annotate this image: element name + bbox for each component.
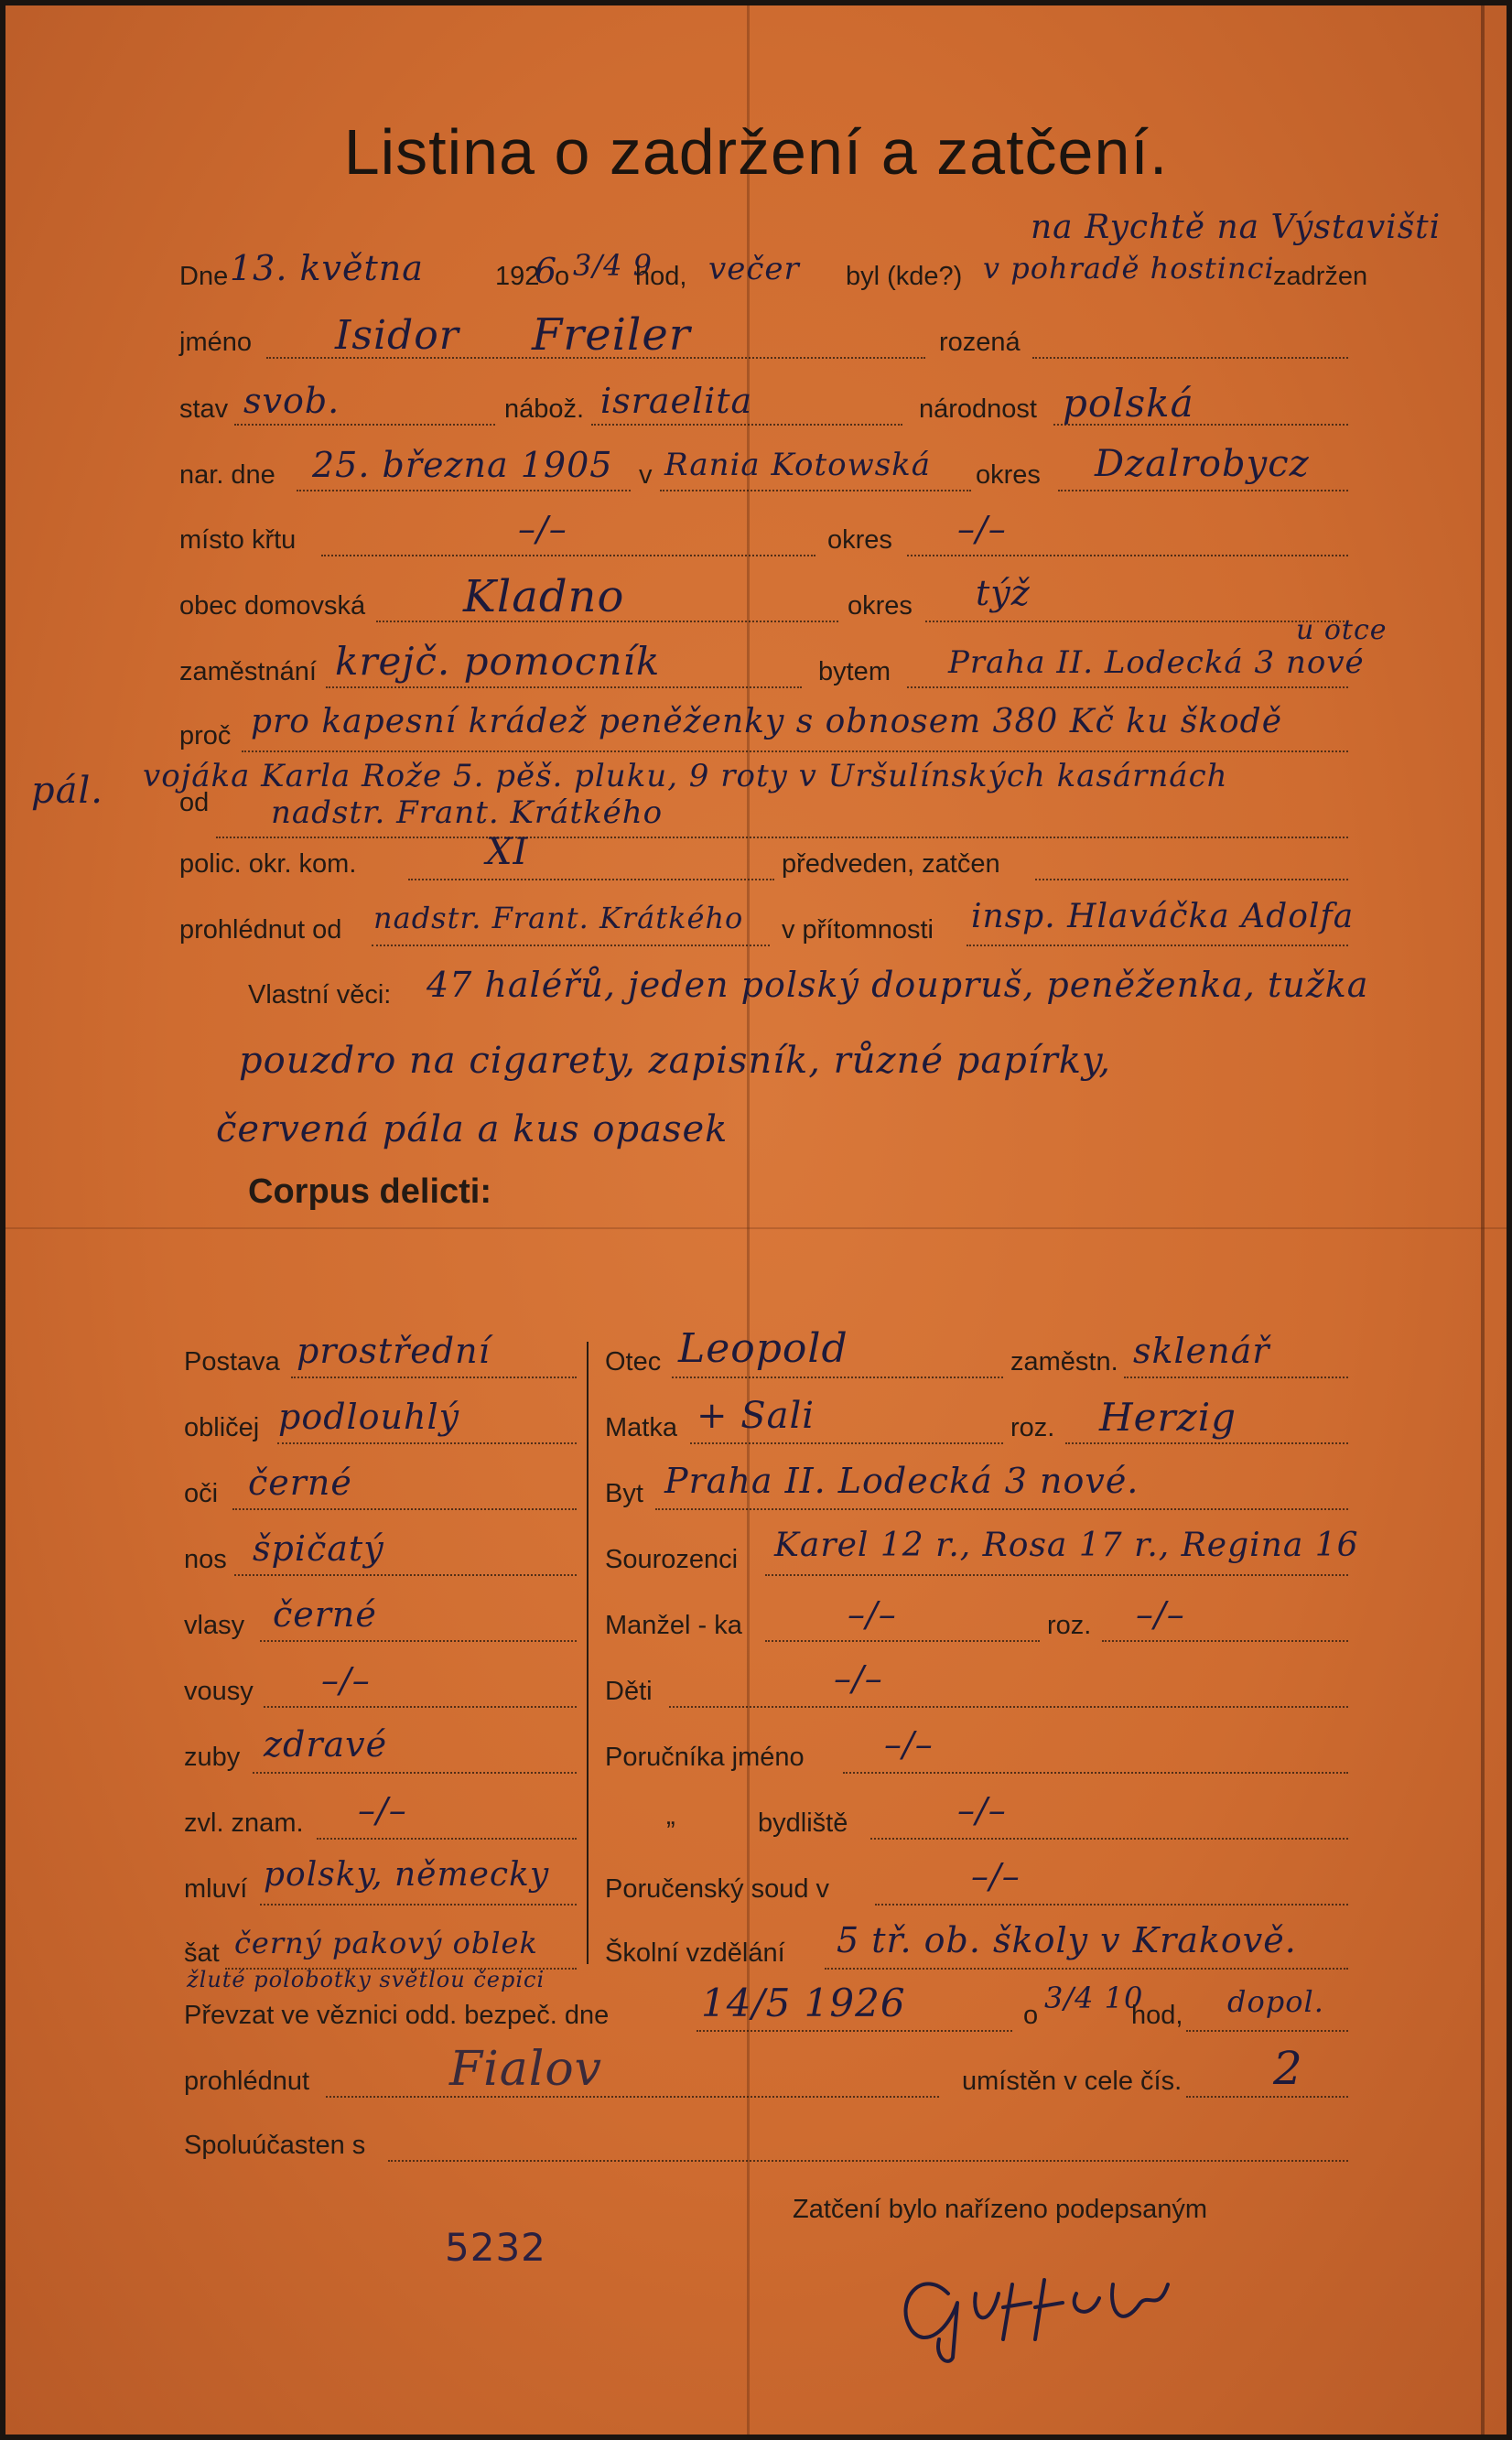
hand-prohlednut-sig: Fialov <box>449 2042 603 2097</box>
label-zadrzen: zadržen <box>1273 262 1368 291</box>
label-okres-2: okres <box>827 525 892 555</box>
hand-od-line2: nadstr. Frant. Krátkého <box>271 794 664 831</box>
label-porucnika-jmeno: Poručníka jméno <box>605 1743 805 1772</box>
dotted-line <box>291 1377 577 1378</box>
dotted-line <box>408 879 774 880</box>
dotted-line <box>388 2160 1348 2162</box>
dotted-line <box>591 424 902 426</box>
hand-stav: svob. <box>243 381 340 421</box>
dotted-line <box>1035 879 1348 880</box>
label-o: o <box>555 262 570 291</box>
dotted-line <box>253 1772 577 1774</box>
label-vousy: vousy <box>184 1677 254 1706</box>
dotted-line <box>690 1442 1003 1444</box>
hand-birth-place: Rania Kotowská <box>664 447 932 483</box>
fold-crease <box>747 5 750 2435</box>
label-quote: „ <box>666 1801 675 1830</box>
dotted-line <box>234 1574 577 1576</box>
hand-time-of-day: večer <box>708 251 800 287</box>
hand-first-name: Isidor <box>335 312 459 359</box>
hand-manzel-roz: –/– <box>1136 1594 1185 1635</box>
hand-veci-line1: 47 haléřů, jeden polský doupruš, peněženka, tužka <box>427 965 1369 1005</box>
hand-byt: Praha II. Lodecká 3 nové. <box>664 1461 1139 1501</box>
hand-narodnost: polská <box>1063 381 1194 426</box>
dotted-line <box>1102 1640 1348 1642</box>
dotted-line <box>672 1377 1003 1378</box>
label-v: v <box>639 460 653 490</box>
hand-nos: špičatý <box>253 1528 384 1569</box>
dotted-line <box>870 1838 1348 1840</box>
label-zuby: zuby <box>184 1743 241 1772</box>
label-otec: Otec <box>605 1347 662 1377</box>
hand-matka-roz: Herzig <box>1099 1395 1237 1440</box>
document-title: Listina o zadržení a zatčení. <box>343 116 1169 188</box>
signature-image <box>884 2229 1214 2367</box>
column-divider <box>587 1342 589 1964</box>
hand-place: v pohradě hostinci <box>983 251 1275 286</box>
hand-skolni: 5 tř. ob. školy v Krakově. <box>837 1920 1297 1960</box>
label-oci: oči <box>184 1479 219 1508</box>
label-roz-2: roz. <box>1047 1611 1092 1640</box>
dotted-line <box>277 1442 577 1444</box>
label-nar-dne: nar. dne <box>179 460 275 490</box>
hand-otec: Leopold <box>678 1325 848 1372</box>
dotted-line <box>907 686 1348 688</box>
label-manzel: Manžel - ka <box>605 1611 742 1640</box>
label-okres: okres <box>976 460 1041 490</box>
label-zamestnani: zaměstnání <box>179 657 317 686</box>
hand-obec-okres: týž <box>976 573 1031 613</box>
dotted-line <box>242 750 1348 752</box>
fold-crease <box>1481 5 1485 2435</box>
hand-place-above: na Rychtě na Výstavišti <box>1031 209 1442 246</box>
hand-cela: 2 <box>1273 2042 1303 2095</box>
label-narizeno: Zatčení bylo nařízeno podepsaným <box>793 2195 1207 2224</box>
dotted-line <box>765 1574 1348 1576</box>
label-byl: byl (kde?) <box>846 262 963 291</box>
label-naboz: nábož. <box>504 394 585 424</box>
label-postava: Postava <box>184 1347 280 1377</box>
hand-deti: –/– <box>834 1658 883 1699</box>
hand-manzel: –/– <box>848 1594 897 1635</box>
label-stav: stav <box>179 394 229 424</box>
hand-sourozenci: Karel 12 r., Rosa 17 r., Regina 16 <box>774 1527 1359 1564</box>
hand-misto-okres: –/– <box>957 509 1007 549</box>
dotted-line <box>1058 490 1348 491</box>
dotted-line <box>655 1508 1348 1510</box>
dotted-line <box>669 1706 1348 1708</box>
hand-matka: + Sali <box>697 1395 815 1437</box>
dotted-line <box>765 1640 1040 1642</box>
label-prohlednut: prohlédnut <box>184 2067 310 2096</box>
hand-od-margin: pál. <box>31 770 103 812</box>
label-porucensky-soud: Poručenský soud v <box>605 1874 830 1904</box>
hand-obec: Kladno <box>463 571 625 622</box>
label-predveden: předveden, zatčen <box>782 849 1000 879</box>
label-sat: šat <box>184 1938 220 1968</box>
label-oblicej: obličej <box>184 1413 260 1442</box>
hand-postava: prostřední <box>297 1331 491 1371</box>
dotted-line <box>967 945 1348 946</box>
hand-bytem-above: u otce <box>1296 614 1388 646</box>
hand-mluvi: polsky, německy <box>264 1856 550 1894</box>
dotted-line <box>264 1706 577 1708</box>
dotted-line <box>825 1968 1348 1970</box>
hand-porucnik: –/– <box>884 1724 934 1765</box>
dotted-line <box>234 424 495 426</box>
hand-od-line1: vojáka Karla Rože 5. pěš. pluku, 9 roty v Uršulínských kasárnách <box>143 758 1228 794</box>
label-dne: Dne <box>179 262 229 291</box>
label-sourozenci: Sourozenci <box>605 1545 739 1574</box>
hand-time: 3/4 9 <box>573 248 653 283</box>
label-deti: Děti <box>605 1677 653 1706</box>
label-prevzat: Převzat ve věznici odd. bezpeč. dne <box>184 2001 610 2030</box>
corpus-delicti-heading: Corpus delicti: <box>248 1172 492 1211</box>
label-byt: Byt <box>605 1479 643 1508</box>
dotted-line <box>216 837 1348 838</box>
label-zvl-znam: zvl. znam. <box>184 1808 304 1838</box>
dotted-line <box>925 621 1348 622</box>
dotted-line <box>1032 357 1348 359</box>
hand-zamestnani: krejč. pomocník <box>335 639 661 684</box>
hand-prohlednut-od: nadstr. Frant. Krátkého <box>373 901 744 935</box>
dotted-line <box>317 1838 577 1840</box>
label-od: od <box>179 788 210 817</box>
label-hod-2: hod, <box>1131 2001 1183 2030</box>
hand-year: 6 <box>535 251 558 291</box>
dotted-line <box>372 945 770 946</box>
hand-oci: černé <box>248 1463 352 1503</box>
hand-otec-zamestn: sklenář <box>1133 1331 1270 1371</box>
hand-date: 13. května <box>230 248 424 288</box>
hand-veci-line2: pouzdro na cigarety, zapisník, různé papírky, <box>239 1040 1111 1082</box>
hand-zvl-znam: –/– <box>358 1790 407 1830</box>
label-obec-domovska: obec domovská <box>179 591 366 621</box>
hand-soud: –/– <box>971 1856 1021 1896</box>
label-bytem: bytem <box>818 657 891 686</box>
label-polic-okr-kom: polic. okr. kom. <box>179 849 357 879</box>
dotted-line <box>843 1772 1348 1774</box>
dotted-line <box>326 2096 939 2098</box>
label-roz: roz. <box>1010 1413 1055 1442</box>
label-jmeno: jméno <box>179 328 252 357</box>
label-hod: hod, <box>635 262 687 291</box>
label-skolni-vzdelani: Školní vzdělání <box>605 1938 785 1968</box>
hand-oblicej: podlouhlý <box>278 1397 460 1437</box>
hand-prevzat-tod: dopol. <box>1227 1984 1324 2019</box>
hand-veci-line3: červená pála a kus opasek <box>216 1108 729 1150</box>
hand-vlasy: černé <box>273 1594 377 1635</box>
hand-nabozenstvi: israelita <box>600 381 753 421</box>
hand-birth-okres: Dzalrobycz <box>1095 443 1310 485</box>
label-mluvi: mluví <box>184 1874 248 1904</box>
hand-prevzat-date: 14/5 1926 <box>701 1981 906 2025</box>
dotted-line <box>1124 1377 1348 1378</box>
dotted-line <box>1186 2096 1348 2098</box>
label-misto-krtu: místo křtu <box>179 525 297 555</box>
document-sheet <box>5 5 1507 2435</box>
label-narodnost: národnost <box>919 394 1037 424</box>
hand-bytem: Praha II. Lodecká 3 nové <box>948 644 1365 681</box>
hand-last-name: Freiler <box>532 309 691 361</box>
dotted-line <box>260 1904 577 1906</box>
hand-prevzat-time: 3/4 10 <box>1044 1981 1144 2015</box>
label-matka: Matka <box>605 1413 677 1442</box>
label-nos: nos <box>184 1545 227 1574</box>
label-umisten: umístěn v cele čís. <box>962 2067 1183 2096</box>
hand-v-pritomnosti: insp. Hlaváčka Adolfa <box>971 898 1355 935</box>
dotted-line <box>907 555 1348 556</box>
hand-file-number: 5232 <box>445 2225 546 2270</box>
label-v-pritomnosti: v přítomnosti <box>782 915 934 945</box>
label-okres-3: okres <box>848 591 913 621</box>
dotted-line <box>321 555 815 556</box>
dotted-line <box>1186 2030 1348 2032</box>
hand-sat: černý pakový oblek <box>234 1926 538 1960</box>
dotted-line <box>232 1508 577 1510</box>
dotted-line <box>875 1904 1348 1906</box>
label-rozena: rozená <box>939 328 1021 357</box>
label-prohlednut-od: prohlédnut od <box>179 915 342 945</box>
hand-proc: pro kapesní krádež peněženky s obnosem 380 Kč ku škodě <box>251 703 1283 740</box>
label-spoluucasten: Spoluúčasten s <box>184 2131 366 2160</box>
hand-zuby: zdravé <box>264 1724 388 1765</box>
label-vlasy: vlasy <box>184 1611 245 1640</box>
hand-polic-okr-kom: XI <box>486 831 529 873</box>
hand-sat-below: žluté polobotky světlou čepici <box>187 1967 545 1992</box>
dotted-line <box>260 1640 577 1642</box>
dotted-line <box>297 490 631 491</box>
hand-vousy: –/– <box>321 1660 371 1700</box>
hand-bydliste: –/– <box>957 1790 1007 1830</box>
label-vlastni-veci: Vlastní věci: <box>248 980 392 1009</box>
fold-crease <box>5 1227 1507 1229</box>
dotted-line <box>697 2030 1012 2032</box>
label-bydliste: bydliště <box>758 1808 848 1838</box>
label-proc: proč <box>179 721 232 750</box>
hand-misto-krtu: –/– <box>518 509 567 549</box>
hand-birth-date: 25. března 1905 <box>312 445 613 485</box>
dotted-line <box>1065 1442 1348 1444</box>
label-year: 192 <box>495 262 540 291</box>
label-o-2: o <box>1023 2001 1039 2030</box>
label-zamestn: zaměstn. <box>1010 1347 1118 1377</box>
dotted-line <box>660 490 971 491</box>
dotted-line <box>326 686 802 688</box>
